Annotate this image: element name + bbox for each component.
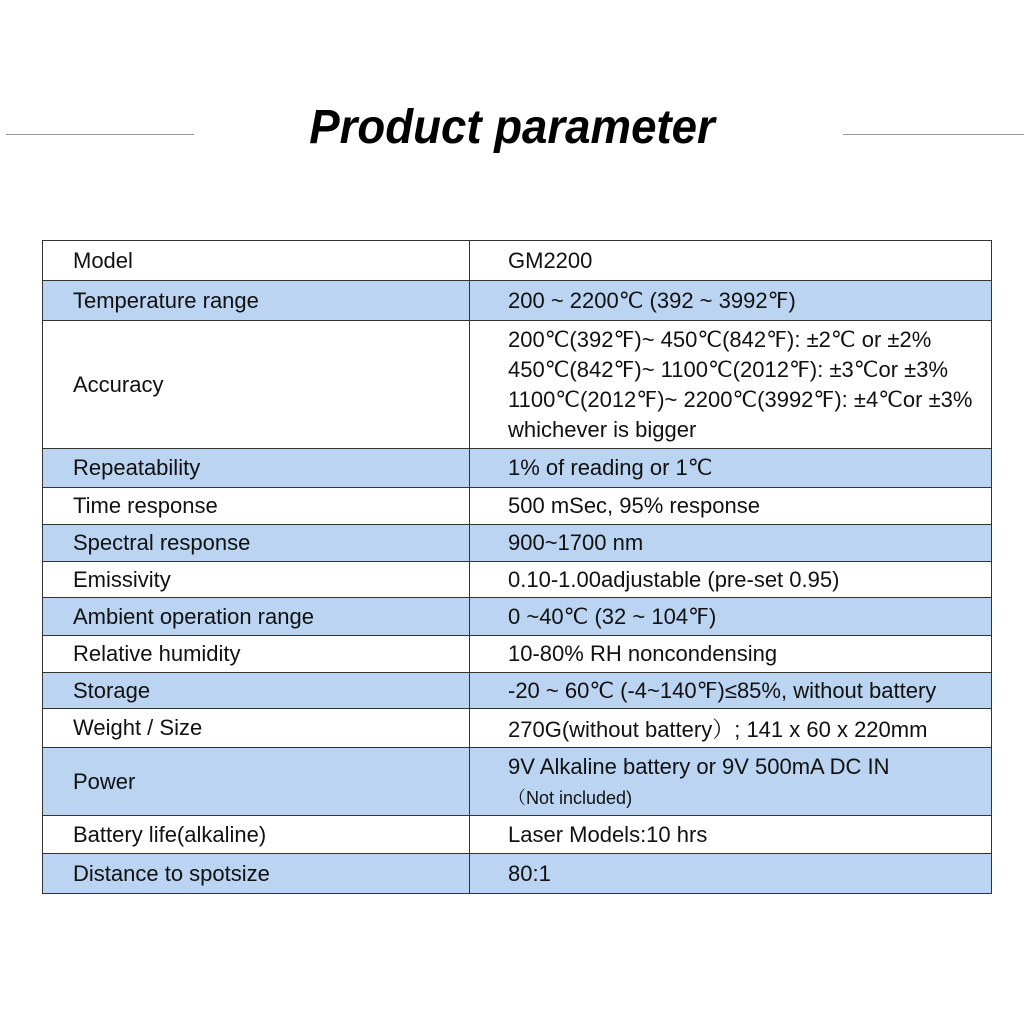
param-value: 900~1700 nm — [470, 525, 992, 562]
table-row — [43, 636, 992, 673]
table-row — [43, 488, 992, 525]
param-value: Laser Models:10 hrs — [470, 816, 992, 854]
param-value: GM2200 — [470, 241, 992, 281]
page-title: Product parameter — [309, 101, 715, 154]
param-value: 200 ~ 2200℃ (392 ~ 3992℉) — [470, 281, 992, 321]
power-note: （Not included) — [508, 787, 633, 808]
param-value — [470, 321, 992, 449]
param-label: Accuracy — [43, 321, 470, 449]
param-value: 80:1 — [470, 854, 992, 894]
power-value: 9V Alkaline battery or 9V 500mA DC IN — [508, 753, 890, 779]
accuracy-line: 450℃(842℉)~ 1100℃(2012℉): ±3℃or ±3% — [508, 356, 948, 382]
param-label: Repeatability — [43, 449, 470, 488]
table-row — [43, 748, 992, 816]
param-value: 10-80% RH noncondensing — [470, 636, 992, 673]
param-label: Power — [43, 748, 470, 816]
accuracy-line: whichever is bigger — [508, 416, 697, 442]
param-label: Weight / Size — [43, 709, 470, 748]
param-label: Model — [43, 241, 470, 281]
param-label: Relative humidity — [43, 636, 470, 673]
param-label: Spectral response — [43, 525, 470, 562]
table-row — [43, 281, 992, 321]
table-row — [43, 321, 992, 449]
table-row — [43, 525, 992, 562]
table-row — [43, 449, 992, 488]
param-label: Storage — [43, 673, 470, 709]
accuracy-line: 200℃(392℉)~ 450℃(842℉): ±2℃ or ±2% — [508, 326, 932, 352]
param-label: Battery life(alkaline) — [43, 816, 470, 854]
table-row — [43, 562, 992, 598]
param-label: Time response — [43, 488, 470, 525]
param-label: Distance to spotsize — [43, 854, 470, 894]
param-value: 500 mSec, 95% response — [470, 488, 992, 525]
param-value — [470, 748, 992, 816]
table-row — [43, 241, 992, 281]
param-value: 0 ~40℃ (32 ~ 104℉) — [470, 598, 992, 636]
accuracy-line: 1100℃(2012℉)~ 2200℃(3992℉): ±4℃or ±3% — [508, 386, 973, 412]
table-row — [43, 854, 992, 894]
param-label: Emissivity — [43, 562, 470, 598]
param-label: Ambient operation range — [43, 598, 470, 636]
param-value: -20 ~ 60℃ (-4~140℉)≤85%, without battery — [470, 673, 992, 709]
param-label: Temperature range — [43, 281, 470, 321]
table-row — [43, 598, 992, 636]
parameter-table — [42, 240, 992, 894]
table-row — [43, 673, 992, 709]
table-row — [43, 709, 992, 748]
param-value: 0.10-1.00adjustable (pre-set 0.95) — [470, 562, 992, 598]
table-row — [43, 816, 992, 854]
param-value: 1% of reading or 1℃ — [470, 449, 992, 488]
param-value: 270G(without battery）; 141 x 60 x 220mm — [470, 709, 992, 748]
